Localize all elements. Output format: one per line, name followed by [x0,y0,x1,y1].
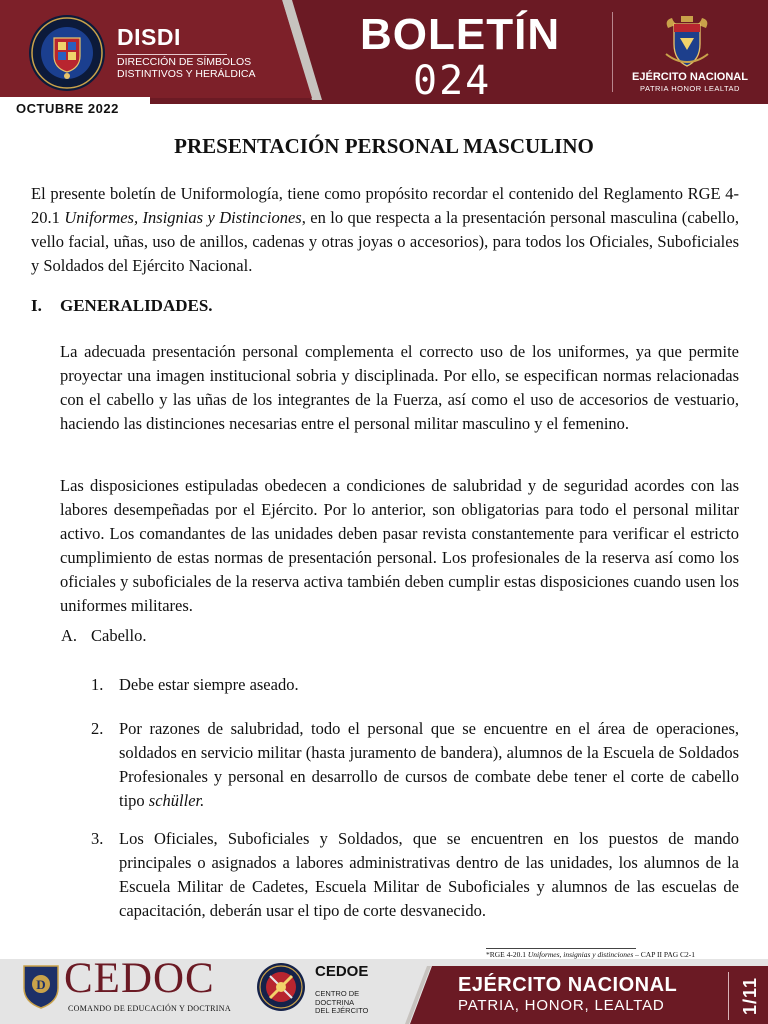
footnote-ref: *RGE 4-20.1 [486,950,528,959]
bulletin-title: BOLETÍN [360,10,561,59]
header-army-motto: PATRIA HONOR LEALTAD [640,84,740,93]
intro-text-start: El presente boletín de Uniformología, tiene como propósito recordar el contenido del Reglamento RGE 4-20.1 [31,184,739,228]
subsection-title: Cabello. [91,626,147,645]
page-number-divider [728,972,729,1020]
bulletin-number: 024 [413,58,492,104]
generalidades-paragraph-1: La adecuada presentación personal complementa el correcto uso de los uniformes, ya que permite proyectar una imagen institucional sobria y disciplinada. Por ello, se especifican normas relacionadas con el cabello y las uñas de los integrantes de la Fuerza, así como el uso de accesorios de vestuario, haciendo las distinciones necesarias entre el personal militar masculino y el femenino. [60,342,739,434]
ejercito-shield-icon [664,14,710,70]
footnote-rule [486,948,636,949]
header-army-name: EJÉRCITO NACIONAL [632,71,748,83]
cedoe-subtitle-line-1: CENTRO DE DOCTRINA [315,989,360,1007]
list-item-text: Debe estar siempre aseado. [119,675,299,694]
org-full-line-1: DIRECCIÓN DE SÍMBOLOS [117,56,252,68]
list-item-text-italic: schüller. [148,791,205,811]
org-divider [117,54,227,55]
cedoe-subtitle [315,990,395,1016]
cedoc-shield-icon [22,964,60,1010]
footnote-page: – CAP II PAG C2-1 [633,950,696,959]
list-item-number: 3. [91,829,104,848]
list-item-number: 1. [91,675,104,694]
list-item-text-main: Por razones de salubridad, todo el personal que se encuentre en el área de operaciones, soldados en servicio militar (hasta juramento de bandera), alumnos de la Escuela de Soldados Profesionales y personal en desarrollo de cursos de combate debe tener el corte de cabello tipo [119,719,739,811]
section-title: GENERALIDADES. [60,296,213,315]
svg-text:D: D [36,977,46,992]
header-divider [612,12,613,92]
disdi-round-emblem-icon [28,14,106,92]
footnote [486,950,695,959]
generalidades-paragraph-2: Las disposiciones estipuladas obedecen a condiciones de salubridad y de seguridad acordes con las labores desempeñadas por el Ejército. Por lo anterior, son obligatorias para todo el personal militar activo. Los comandantes de las unidades deben pasar revista constantemente para verificar el estricto cumplimiento de estas normas de presentación personal. Los profesionales de la reserva así como los oficiales y suboficiales de la reserva activa también deben cumplir estas disposiciones cuando usen los uniformes militares. [60,476,739,616]
cedoe-subtitle-line-2: DEL EJÉRCITO [315,1006,369,1015]
document-title: PRESENTACIÓN PERSONAL MASCULINO [174,134,594,158]
org-full-line-2: DISTINTIVOS Y HERÁLDICA [117,68,256,80]
footnote-italic: Uniformes, insignias y distinciones [527,950,634,959]
subsection-heading [61,626,146,646]
footer-army-name: EJÉRCITO NACIONAL [458,974,678,996]
cedoc-subtitle: COMANDO DE EDUCACIÓN Y DOCTRINA [68,1004,231,1013]
footer-army-motto: PATRIA, HONOR, LEALTAD [458,997,665,1014]
intro-text-end: , en lo que respecta a la presentación personal masculina (cabello, vello facial, uñas, uso de anillos, cadenas y otras joyas o accesorios), para todos los Oficiales, Suboficiales y Soldados del Ejército Nacional. [31,208,740,276]
subsection-letter: A. [61,626,78,645]
bulletin-date: OCTUBRE 2022 [16,101,119,116]
org-full-name [117,56,297,80]
list-item-text: Los Oficiales, Suboficiales y Soldados, que se encuentren en los puestos de mando principales o asignados a labores administrativas dentro de las unidades, los alumnos de la Escuela Militar de Cadetes, Escuela Militar de Suboficiales y alumnos de las escuelas de capacitación, deberán usar el tipo de corte desvanecido. [119,829,739,921]
intro-paragraph [31,182,739,278]
org-short-name: DISDI [117,24,181,50]
list-item-text [119,717,739,813]
page-number: 1/11 [740,976,760,1016]
cedoe-wordmark: CEDOE [315,963,369,980]
cedoe-round-emblem-icon [256,962,306,1012]
section-heading [31,296,213,316]
cedoc-wordmark: CEDOC [64,955,215,1002]
list-item-number: 2. [91,719,104,738]
section-number: I. [31,296,42,315]
intro-text-italic: Uniformes, Insignias y Distinciones [64,208,302,228]
